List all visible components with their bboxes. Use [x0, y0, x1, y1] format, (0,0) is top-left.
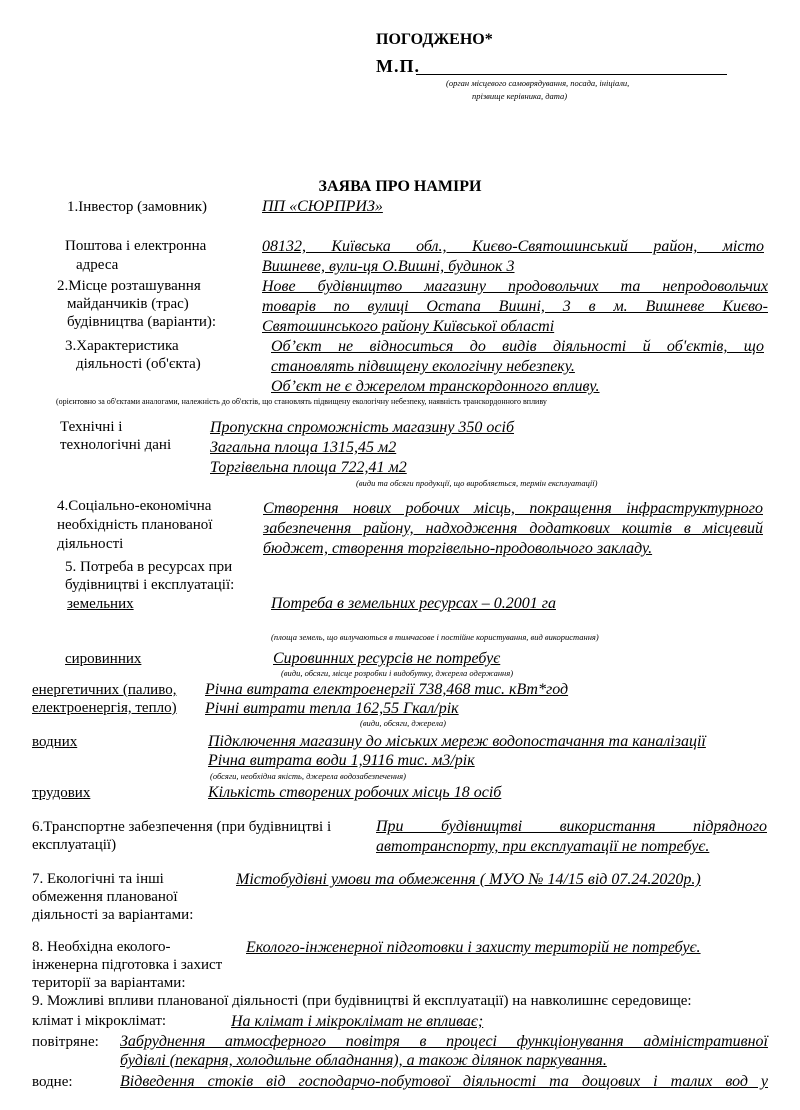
site-line-3: Святошинського району Київської області [262, 318, 555, 335]
stamp-note-1: (орган місцевого самоврядування, посада, ініціали, [446, 78, 630, 88]
social-line-1: Створення нових робочих місць, покращення інфраструктурного [263, 500, 763, 517]
energy-label-2: електроенергія, тепло) [32, 700, 177, 716]
raw-label: сировинних [65, 651, 142, 667]
technical-label-1: Технічні і [60, 419, 123, 435]
water-res-line-2: Річна витрата води 1,9116 тис. м3/рік [208, 752, 475, 769]
energy-line-1: Річна витрата електроенергії 738,468 тис. кВт*год [205, 681, 569, 698]
stamp-label: М.П. [376, 56, 420, 76]
address-label-1: Поштова і електронна [65, 238, 207, 254]
technical-line-2: Загальна площа 1315,45 м2 [210, 439, 397, 456]
page-title: ЗАЯВА ПРО НАМІРИ [318, 178, 482, 195]
raw-value: Сировинних ресурсів не потребує [273, 650, 501, 667]
transport-label-1: 6.Транспортне забезпечення (при будівництві і [32, 819, 332, 835]
transport-line-1: При будівництві використання підрядного [376, 818, 767, 835]
social-label-3: діяльності [57, 536, 124, 552]
characteristic-label-2: діяльності (об'єкта) [76, 356, 201, 372]
land-note: (площа земель, що вилучаються в тимчасове і постійне користування, вид використання) [271, 632, 599, 642]
restrictions-label-3: діяльності за варіантами: [32, 907, 194, 923]
climate-label: клімат і мікроклімат: [32, 1013, 167, 1029]
characteristic-note: (орієнтовно за об'єктами аналогами, належність до об'єктів, що становлять підвищену екологічну небезпеку, наявність транскордонного впливу [56, 397, 547, 406]
land-value: Потреба в земельних ресурсах – 0.2001 га [271, 595, 556, 612]
raw-note: (види, обсяги, місце розробки і видобутку, джерела одержання) [281, 668, 514, 678]
impacts-heading: 9. Можливі впливи планованої діяльності (при будівництві й експлуатації) на навколишнє середовище: [32, 993, 692, 1009]
investor-label: 1.Інвестор (замовник) [67, 199, 208, 215]
address-label-2: адреса [76, 257, 119, 273]
engineering-label-2: інженерна підготовка і захист [32, 957, 223, 973]
labor-value: Кількість створених робочих місць 18 осіб [208, 784, 502, 801]
technical-note: (види та обсяги продукції, що виробляється, термін експлуатації) [356, 478, 598, 488]
water-res-note: (обсяги, необхідна якість, джерела водозабезпечення) [210, 771, 406, 781]
social-label-1: 4.Соціально-економічна [57, 498, 212, 514]
energy-label-1: енергетичних (паливо, [32, 682, 177, 698]
engineering-value: Еколого-інженерної підготовки і захисту територій не потребує. [246, 939, 701, 956]
resources-label-2: будівництві і експлуатації: [65, 577, 235, 593]
technical-line-1: Пропускна спроможність магазину 350 осіб [210, 419, 515, 436]
engineering-label-3: території за варіантами: [32, 975, 186, 991]
air-line-1: Забруднення атмосферного повітря в процесі функціонування адміністративної [120, 1033, 768, 1050]
social-line-2: забезпечення району, надходження додаткових коштів в місцевий [263, 520, 763, 537]
energy-note: (види, обсяги, джерела) [360, 718, 446, 728]
signature-line [416, 74, 727, 75]
investor-value: ПП «СЮРПРИЗ» [262, 198, 383, 215]
restrictions-label-2: обмеження планованої [32, 889, 178, 905]
address-line-2: Вишневе, вули-ця О.Вишні, будинок 3 [262, 258, 515, 275]
water-impact-label: водне: [32, 1074, 73, 1090]
air-line-2: будівлі (пекарня, холодильне обладнання), а також ділянок паркування. [120, 1052, 607, 1069]
approval-heading: ПОГОДЖЕНО* [376, 31, 493, 48]
transport-line-2: автотранспорту, при експлуатації не потребує. [376, 838, 710, 855]
site-line-1: Нове будівництво магазину продовольчих та непродовольчих [262, 278, 768, 295]
climate-value: На клімат і мікроклімат не впливає; [231, 1013, 484, 1030]
water-res-label: водних [32, 734, 78, 750]
characteristic-label-1: 3.Характеристика [65, 338, 179, 354]
air-label: повітряне: [32, 1034, 99, 1050]
restrictions-value: Містобудівні умови та обмеження ( МУО № 14/15 від 07.24.2020р.) [236, 871, 701, 888]
resources-label-1: 5. Потреба в ресурсах при [65, 559, 233, 575]
site-label-1: 2.Місце розташування [57, 278, 201, 294]
address-line-1: 08132, Київська обл., Києво-Святошинський район, місто [262, 238, 764, 255]
land-label: земельних [67, 596, 134, 612]
stamp-note-2: прізвище керівника, дата) [472, 91, 568, 101]
energy-line-2: Річні витрати тепла 162,55 Гкал/рік [205, 700, 459, 717]
technical-label-2: технологічні дані [60, 437, 172, 453]
social-line-3: бюджет, створення торгівельно-продовольчого закладу. [263, 540, 653, 557]
characteristic-line-1: Об’єкт не відноситься до видів діяльності й об'єктів, що [271, 338, 764, 355]
transport-label-2: експлуатації) [32, 837, 117, 853]
site-label-3: будівництва (варіанти): [67, 314, 217, 330]
water-res-line-1: Підключення магазину до міських мереж водопостачання та каналізації [208, 733, 706, 750]
characteristic-line-2: становлять підвищену екологічну небезпеку. [271, 358, 575, 375]
water-impact-line-1: Відведення стоків від господарчо-побутової діяльності та дощових і талих вод у [120, 1073, 768, 1090]
labor-label: трудових [32, 785, 91, 801]
site-label-2: майданчиків (трас) [67, 296, 189, 312]
site-line-2: товарів по вулиці Остапа Вишні, 3 в м. Вишневе Києво- [262, 298, 768, 315]
engineering-label-1: 8. Необхідна еколого- [32, 939, 171, 955]
technical-line-3: Торгівельна площа 722,41 м2 [210, 459, 407, 476]
restrictions-label-1: 7. Екологічні та інші [32, 871, 164, 887]
social-label-2: необхідність планованої [57, 517, 213, 533]
characteristic-line-3: Об’єкт не є джерелом транскордонного впливу. [271, 378, 600, 395]
